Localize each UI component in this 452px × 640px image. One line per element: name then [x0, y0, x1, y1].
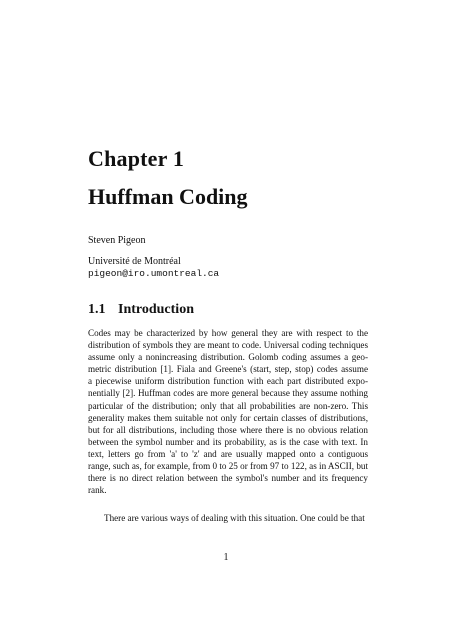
paragraph-line: rank. [88, 485, 107, 496]
paragraph-line: particular of the distribution; only that all probabilities are non-zero. This [88, 400, 368, 411]
paragraph-line: there is no direct relation between the symbol's number and its frequency [88, 473, 368, 484]
paragraph-line: Codes may be characterized by how general they are with respect to the [88, 328, 368, 338]
paragraph-line: text, letters go from 'a' to 'z' and are usually mapped onto a contiguous [88, 448, 368, 459]
section-number: 1.1 [88, 302, 106, 317]
paragraph-line: assume only a nonincreasing distribution. Golomb coding assumes a geo- [88, 352, 368, 363]
paragraph-line: generality makes them suitable not only for certain classes of distributions, [88, 412, 368, 423]
author-name: Steven Pigeon [88, 235, 146, 246]
author-email: pigeon@iro.umontreal.ca [88, 268, 220, 279]
page-number: 1 [223, 552, 229, 563]
author-affiliation: Université de Montréal [88, 256, 181, 267]
paragraph-line: between the symbol number and its probability, as is the case with text. In [88, 436, 368, 447]
paragraph-line: but for all distributions, including those where there is no obvious relation [88, 424, 368, 435]
paragraph-line: a piecewise uniform distribution function with each part distributed expo- [88, 376, 368, 387]
paragraph-line: metric distribution [1]. Fiala and Greene's (start, step, stop) codes assume [88, 364, 368, 375]
paragraph-introduction [88, 327, 368, 496]
paragraph-line: distribution of symbols they are meant to code. Universal coding techniques [88, 340, 368, 351]
chapter-title: Huffman Coding [88, 184, 248, 209]
paragraph-continuation [88, 512, 368, 524]
section-heading [88, 302, 194, 318]
chapter-label: Chapter 1 [88, 146, 185, 171]
section-title: Introduction [118, 302, 194, 317]
paragraph-line: There are various ways of dealing with this situation. One could be that [104, 513, 365, 523]
paragraph-line: nentially [2]. Huffman codes are more general because they assume nothing [88, 388, 368, 399]
paragraph-line: range, such as, for example, from 0 to 25 or from 97 to 122, as in ASCII, but [88, 461, 368, 472]
